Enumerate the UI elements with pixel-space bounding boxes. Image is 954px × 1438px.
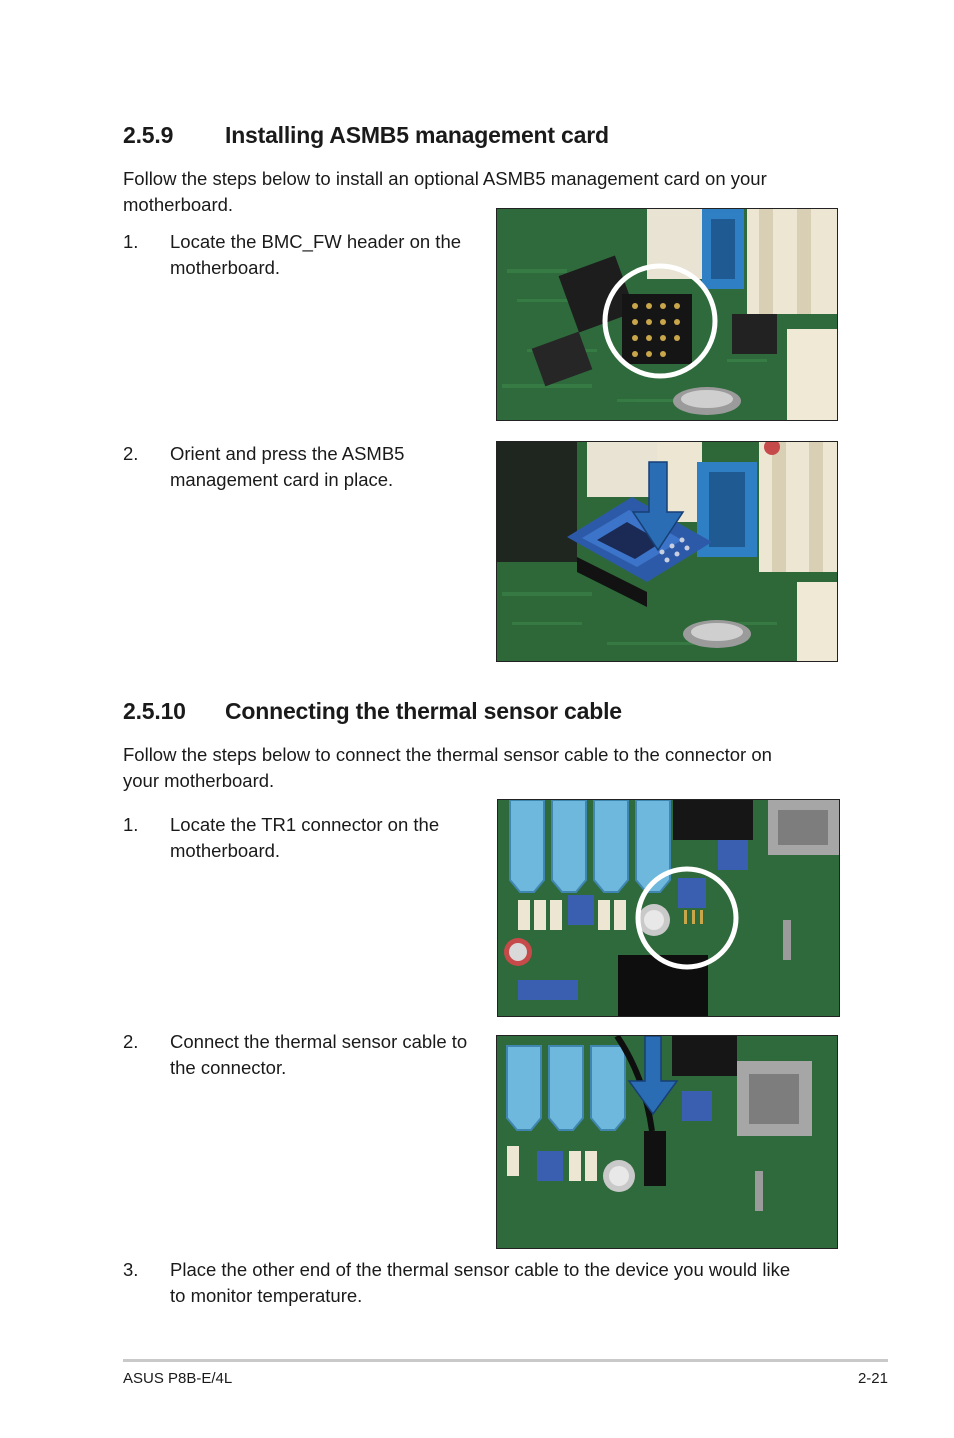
step-number: 3. <box>123 1259 139 1280</box>
step-item <box>123 229 493 289</box>
step-number: 2. <box>123 443 139 464</box>
section-title: Connecting the thermal sensor cable <box>225 698 622 724</box>
step-item <box>123 812 493 872</box>
step-text: motherboard. <box>170 257 281 278</box>
tr1-connector-photo <box>497 799 840 1017</box>
step-text: motherboard. <box>170 840 281 861</box>
step-item <box>123 1257 843 1317</box>
intro-line: motherboard. <box>123 194 234 215</box>
step-text: management card in place. <box>170 469 394 490</box>
section-heading-2-5-10 <box>123 698 823 728</box>
section-number: 2.5.10 <box>123 698 186 724</box>
section-heading-2-5-9 <box>123 122 823 152</box>
footer-page-number: 2-21 <box>857 1370 888 1387</box>
section-number: 2.5.9 <box>123 122 174 148</box>
step-text: Connect the thermal sensor cable to <box>170 1031 468 1052</box>
step-number: 1. <box>123 814 139 835</box>
bmc-header-illustration <box>497 209 837 420</box>
step-text: the connector. <box>170 1057 287 1078</box>
bmc-header-photo <box>496 208 838 421</box>
thermal-cable-illustration <box>497 1036 837 1248</box>
section-intro <box>123 742 843 794</box>
intro-line: Follow the steps below to connect the thermal sensor cable to the connector on <box>123 744 772 765</box>
step-text: Locate the BMC_FW header on the <box>170 231 462 252</box>
step-text: to monitor temperature. <box>170 1285 363 1306</box>
step-number: 2. <box>123 1031 139 1052</box>
section-title: Installing ASMB5 management card <box>225 122 609 148</box>
asmb5-card-photo <box>496 441 838 662</box>
step-text: Orient and press the ASMB5 <box>170 443 405 464</box>
step-text: Place the other end of the thermal sensor cable to the device you would like <box>170 1259 791 1280</box>
footer-product-name: ASUS P8B-E/4L <box>123 1370 233 1387</box>
step-item <box>123 441 493 501</box>
tr1-connector-illustration <box>498 800 839 1016</box>
intro-line: Follow the steps below to install an optional ASMB5 management card on your <box>123 168 767 189</box>
asmb5-card-illustration <box>497 442 837 661</box>
footer-divider <box>123 1359 888 1362</box>
step-text: Locate the TR1 connector on the <box>170 814 440 835</box>
thermal-cable-photo <box>496 1035 838 1249</box>
step-item <box>123 1029 493 1089</box>
step-number: 1. <box>123 231 139 252</box>
intro-line: your motherboard. <box>123 770 275 791</box>
